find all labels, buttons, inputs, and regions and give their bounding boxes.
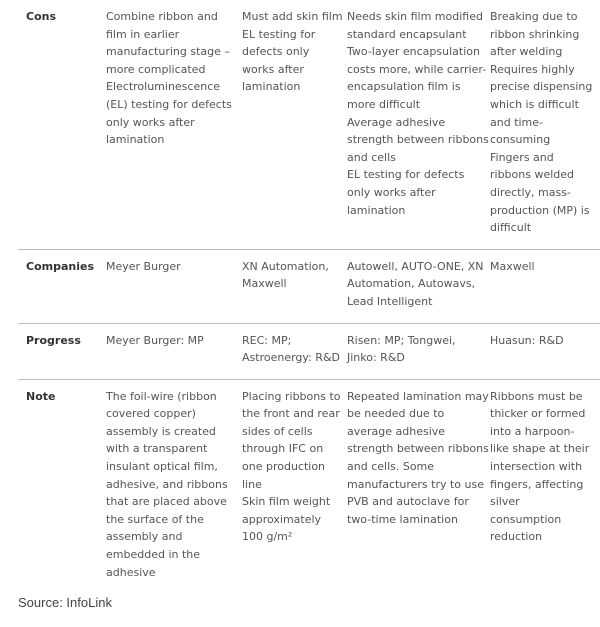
cell-line: lamination (347, 203, 406, 217)
cell-line: reduction (490, 530, 543, 544)
cell-line: standard encapsulant (347, 27, 467, 41)
cell-line: sides of cells (242, 424, 313, 438)
cell-line: fingers, affecting (490, 477, 584, 491)
table-cell (238, 249, 343, 323)
cell-line: one production (242, 460, 326, 474)
table-cell (238, 379, 343, 593)
cell-line: XN Automation, (242, 259, 329, 273)
cell-line: Must add skin film (242, 10, 343, 23)
cell-line: adhesive (106, 565, 156, 579)
cell-line: Needs skin film modified (347, 10, 483, 23)
cell-line: Fingers and (490, 150, 554, 164)
cell-line: directly, mass- (490, 185, 571, 199)
cell-line: with a transparent (106, 442, 208, 456)
table-cell (102, 249, 238, 323)
cell-line: two-time lamination (347, 512, 458, 526)
cell-line: approximately (242, 512, 322, 526)
cell-line: covered copper) (106, 407, 196, 421)
cell-line: strength between ribbons (347, 442, 489, 456)
table-cell (238, 323, 343, 379)
cell-line: consumption (490, 512, 562, 526)
cell-line: precise dispensing (490, 80, 593, 94)
cell-line: Meyer Burger (106, 259, 181, 273)
cell-line: film in earlier (106, 27, 180, 41)
cell-line: lamination (242, 80, 301, 94)
cell-line: Meyer Burger: MP (106, 333, 204, 347)
table-cell (486, 249, 600, 323)
cell-line: lamination (106, 133, 165, 147)
cell-line: only works after (106, 115, 195, 129)
cell-line: that are placed above (106, 495, 227, 509)
cell-line: the surface of the (106, 512, 204, 526)
table-cell (102, 379, 238, 593)
cell-line: line (242, 477, 262, 491)
cell-line: intersection with (490, 460, 583, 474)
cell-line: assembly and (106, 530, 183, 544)
table-cell (486, 379, 600, 593)
cell-line: Risen: MP; Tongwei, (347, 333, 456, 347)
cell-line: Combine ribbon and (106, 10, 218, 23)
cell-line: Repeated lamination may (347, 389, 489, 403)
cell-line: manufacturers try to use (347, 477, 484, 491)
cell-line: embedded in the (106, 548, 201, 562)
table-cell (343, 249, 486, 323)
cell-line: and cells. Some (347, 460, 435, 474)
row-label: Note (26, 389, 56, 403)
cell-line: more difficult (347, 97, 421, 111)
cell-line: through IFC on (242, 442, 324, 456)
cell-line: Breaking due to (490, 10, 578, 23)
cell-line: more complicated (106, 62, 206, 76)
cell-line: Automation, Autowavs, (347, 277, 476, 291)
table-row (18, 323, 600, 379)
row-label: Companies (18, 249, 102, 323)
cell-line: ribbon shrinking (490, 27, 580, 41)
cell-line: The foil-wire (ribbon (106, 389, 217, 403)
cell-line: Average adhesive (347, 115, 446, 129)
cell-line: strength between ribbons (347, 133, 489, 147)
cell-line: thicker or formed (490, 407, 586, 421)
cell-line: insulant optical film, (106, 460, 218, 474)
cell-line: Skin film weight (242, 495, 331, 509)
cell-line: like shape at their (490, 442, 590, 456)
cell-line: Astroenergy: R&D (242, 351, 341, 365)
cell-line: Ribbons must be (490, 389, 583, 403)
cell-line: defects only (242, 45, 310, 59)
table-cell (486, 0, 600, 249)
table-cell (102, 0, 238, 249)
row-label: Cons (18, 0, 102, 249)
cell-line: into a harpoon- (490, 424, 575, 438)
cell-line: EL testing for defects (347, 168, 465, 182)
cell-line: Two-layer encapsulation (347, 45, 480, 59)
table-cell (343, 323, 486, 379)
table-cell (343, 0, 489, 249)
table-cell (343, 379, 489, 593)
cell-line: and time- (490, 115, 544, 129)
cell-line: EL testing for (242, 27, 316, 41)
table-row (18, 0, 600, 249)
cell-line: average adhesive (347, 424, 446, 438)
cell-line: PVB and autoclave for (347, 495, 469, 509)
cell-line: adhesive, and ribbons (106, 477, 228, 491)
cell-line: ribbons welded (490, 168, 575, 182)
table-row (18, 379, 600, 593)
comparison-table (18, 0, 600, 593)
cell-line: REC: MP; (242, 333, 292, 347)
cell-line: difficult (490, 221, 532, 235)
table-cell (486, 323, 600, 379)
cell-line: the front and rear (242, 407, 340, 421)
cell-line: production (MP) is (490, 203, 590, 217)
cell-line: Electroluminescence (106, 80, 221, 94)
cell-line: Lead Intelligent (347, 294, 433, 308)
cell-line: after welding (490, 45, 563, 59)
cell-line: 100 g/m² (242, 530, 293, 544)
cell-line: Jinko: R&D (347, 351, 405, 365)
cell-line: (EL) testing for defects (106, 97, 232, 111)
cell-line: assembly is created (106, 424, 216, 438)
cell-line: Maxwell (242, 277, 287, 291)
table-cell (238, 0, 343, 249)
cell-line: be needed due to (347, 407, 445, 421)
row-label: Progress (18, 323, 102, 379)
cell-line: costs more, while carrier- (347, 62, 487, 76)
cell-line: Autowell, AUTO-ONE, XN (347, 259, 484, 273)
cell-line: Maxwell (490, 259, 535, 273)
source-note: Source: InfoLink (18, 595, 112, 610)
cell-line: manufacturing stage – (106, 45, 230, 59)
cell-line: encapsulation film is (347, 80, 461, 94)
cell-line: works after (242, 62, 304, 76)
table-cell (102, 323, 238, 379)
table-body (18, 0, 600, 593)
cell-line: which is difficult (490, 97, 579, 111)
cell-line: only works after (347, 185, 436, 199)
cell-line: Huasun: R&D (490, 333, 564, 347)
cell-line: and cells (347, 150, 396, 164)
cell-line: Placing ribbons to (242, 389, 341, 403)
table-row (18, 249, 600, 323)
cell-line: consuming (490, 133, 551, 147)
cell-line: silver (490, 495, 520, 509)
cell-line: Requires highly (490, 62, 575, 76)
